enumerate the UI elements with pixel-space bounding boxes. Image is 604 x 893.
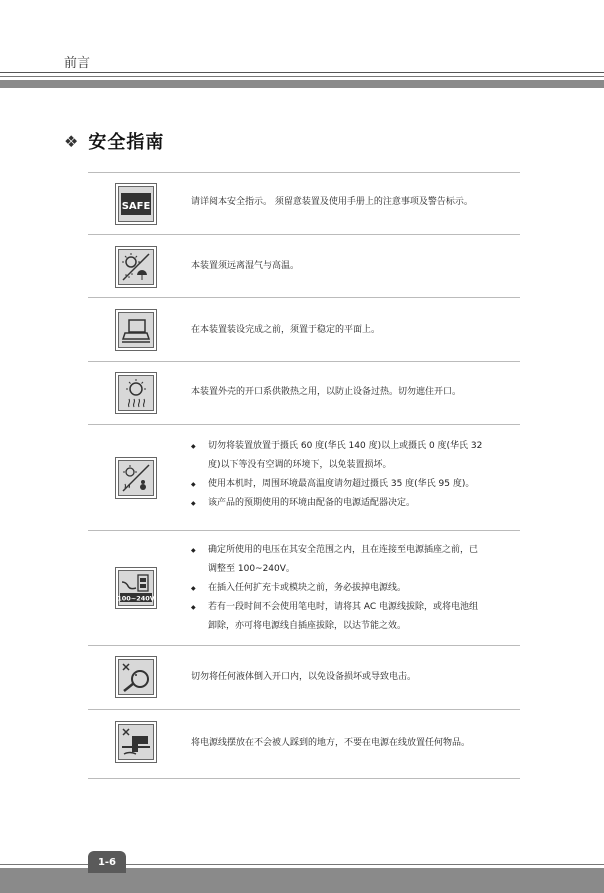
safety-row (88, 709, 520, 779)
bullet-item: ◆ 在插入任何扩充卡或模块之前，务必拔掉电源线。 (191, 579, 478, 598)
header-divider (0, 72, 604, 73)
header-divider-2 (0, 76, 604, 77)
power-voltage-icon (115, 567, 157, 609)
header-title: 前言 (64, 56, 91, 71)
row-text: 本装置须远离湿气与高温。 (191, 261, 300, 271)
row-text: 在本装置装设完成之前，须置于稳定的平面上。 (191, 325, 381, 335)
row-text: 切勿将任何液体倒入开口内，以免设备损坏或导致电击。 (191, 672, 417, 682)
safety-row (88, 234, 520, 298)
safety-row (88, 424, 520, 531)
humidity-heat-icon (115, 246, 157, 288)
row-text: 将电源线摆放在不会被人踩到的地方，不要在电源在线放置任何物品。 (191, 738, 471, 748)
safe-icon (115, 183, 157, 225)
bullet-list (191, 437, 482, 513)
temperature-icon (115, 457, 157, 499)
page-number: 1-6 (88, 851, 126, 873)
diamond-bullet-icon: ❖ (64, 131, 79, 151)
bullet-item: ◆ 使用本机时，周围环境最高温度请勿超过摄氏 35 度(华氏 95 度)。 (191, 475, 482, 494)
safety-row (88, 172, 520, 235)
safety-row (88, 645, 520, 710)
flat-surface-icon (115, 309, 157, 351)
row-text: 请详阅本安全指示。 须留意装置及使用手册上的注意事项及警告标示。 (191, 197, 473, 207)
section-title: 安全指南 (88, 132, 165, 153)
no-liquid-icon (115, 656, 157, 698)
safety-row (88, 530, 520, 646)
section-heading (64, 128, 164, 154)
power-cord-icon (115, 721, 157, 763)
svg-text:100~240V: 100~240V (117, 594, 155, 603)
ventilation-icon (115, 372, 157, 414)
bullet-item: ◆ 确定所使用的电压在其安全范围之内，且在连接至电源插座之前，已 调整至 100~240V。 (191, 541, 478, 579)
bullet-list (191, 541, 478, 636)
bullet-item: ◆ 该产品的预期使用的环境由配备的电源适配器决定。 (191, 494, 482, 513)
row-text: 本装置外壳的开口系供散热之用，以防止设备过热。切勿遮住开口。 (191, 387, 462, 397)
safety-row (88, 297, 520, 362)
header-bar (0, 80, 604, 88)
safety-row (88, 361, 520, 425)
svg-text:SAFE: SAFE (121, 201, 151, 212)
bullet-item: ◆ 切勿将装置放置于摄氏 60 度(华氏 140 度)以上或摄氏 0 度(华氏 32 度)以下等没有空调的环境下，以免装置损坏。 (191, 437, 482, 475)
bullet-item: ◆ 若有一段时间不会使用笔电时，请将其 AC 电源线拔除，或将电池组 卸除，亦可将电源线自插座拔除，以达节能之效。 (191, 598, 478, 636)
